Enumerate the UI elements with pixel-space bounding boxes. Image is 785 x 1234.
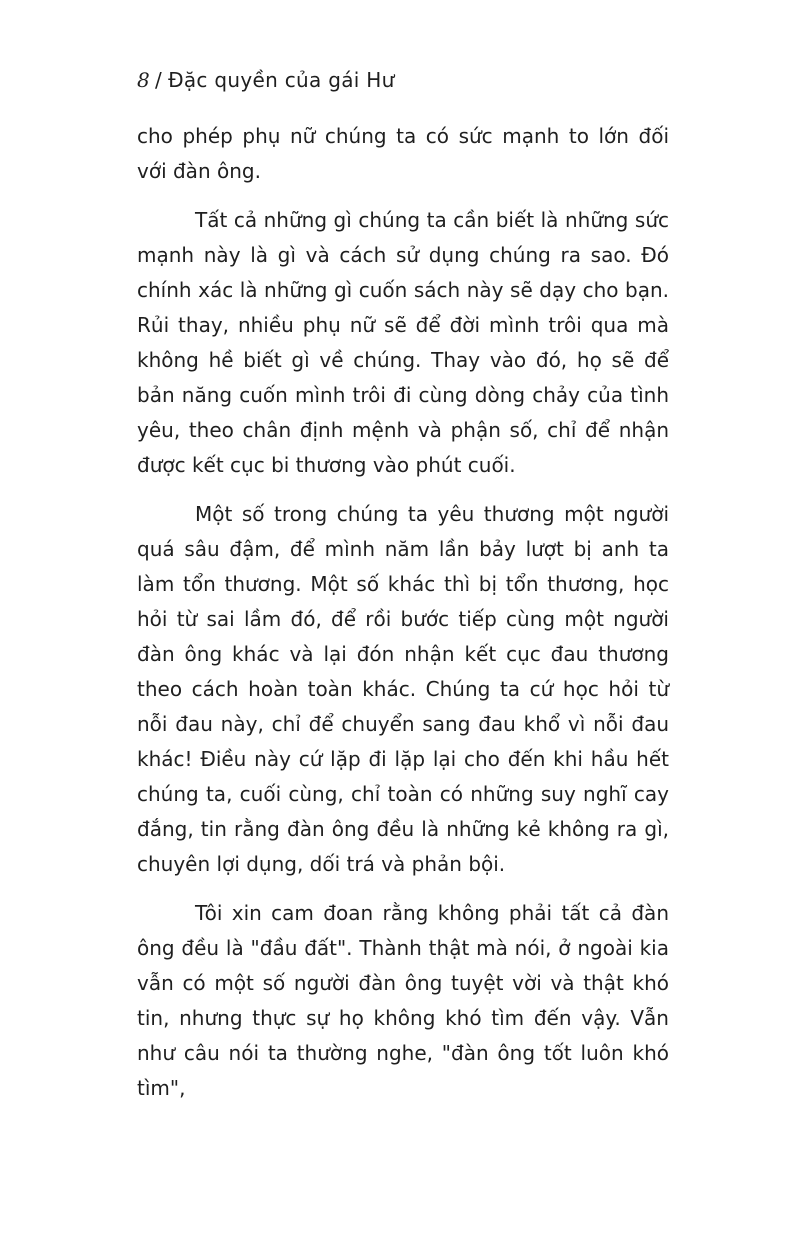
page-number: 8 bbox=[137, 68, 151, 92]
paragraph: Một số trong chúng ta yêu thương một người quá sâu đậm, để mình năm lần bảy lượt bị anh ta làm tổn thương. Một số khác thì bị tổn thương, học hỏi từ sai lầm đó, để rồi bước tiếp cùng một người đàn ông khác và lại đón nhận kết cục đau thương theo cách hoàn toàn khác. Chúng ta cứ học hỏi từ nỗi đau này, chỉ để chuyển sang đau khổ vì nỗi đau khác! Điều này cứ lặp đi lặp lại cho đến khi hầu hết chúng ta, cuối cùng, chỉ toàn có những suy nghĩ cay đắng, tin rằng đàn ông đều là những kẻ không ra gì, chuyên lợi dụng, dối trá và phản bội. bbox=[137, 502, 669, 876]
running-head bbox=[137, 66, 395, 94]
body-text bbox=[137, 119, 669, 1120]
running-head-separator: / bbox=[155, 68, 163, 92]
paragraph: Tôi xin cam đoan rằng không phải tất cả đàn ông đều là "đầu đất". Thành thật mà nói, ở ngoài kia vẫn có một số người đàn ông tuyệt vời và thật khó tin, nhưng thực sự họ không khó tìm đến vậy. Vẫn như câu nói ta thường nghe, "đàn ông tốt luôn khó tìm", bbox=[137, 901, 669, 1100]
paragraph-continued: cho phép phụ nữ chúng ta có sức mạnh to lớn đối với đàn ông. bbox=[137, 124, 669, 183]
paragraph: Tất cả những gì chúng ta cần biết là những sức mạnh này là gì và cách sử dụng chúng ra sao. Đó chính xác là những gì cuốn sách này sẽ dạy cho bạn. Rủi thay, nhiều phụ nữ sẽ để đời mình trôi qua mà không hề biết gì về chúng. Thay vào đó, họ sẽ để bản năng cuốn mình trôi đi cùng dòng chảy của tình yêu, theo chân định mệnh và phận số, chỉ để nhận được kết cục bi thương vào phút cuối. bbox=[137, 208, 669, 477]
book-title: Đặc quyền của gái Hư bbox=[168, 68, 395, 92]
